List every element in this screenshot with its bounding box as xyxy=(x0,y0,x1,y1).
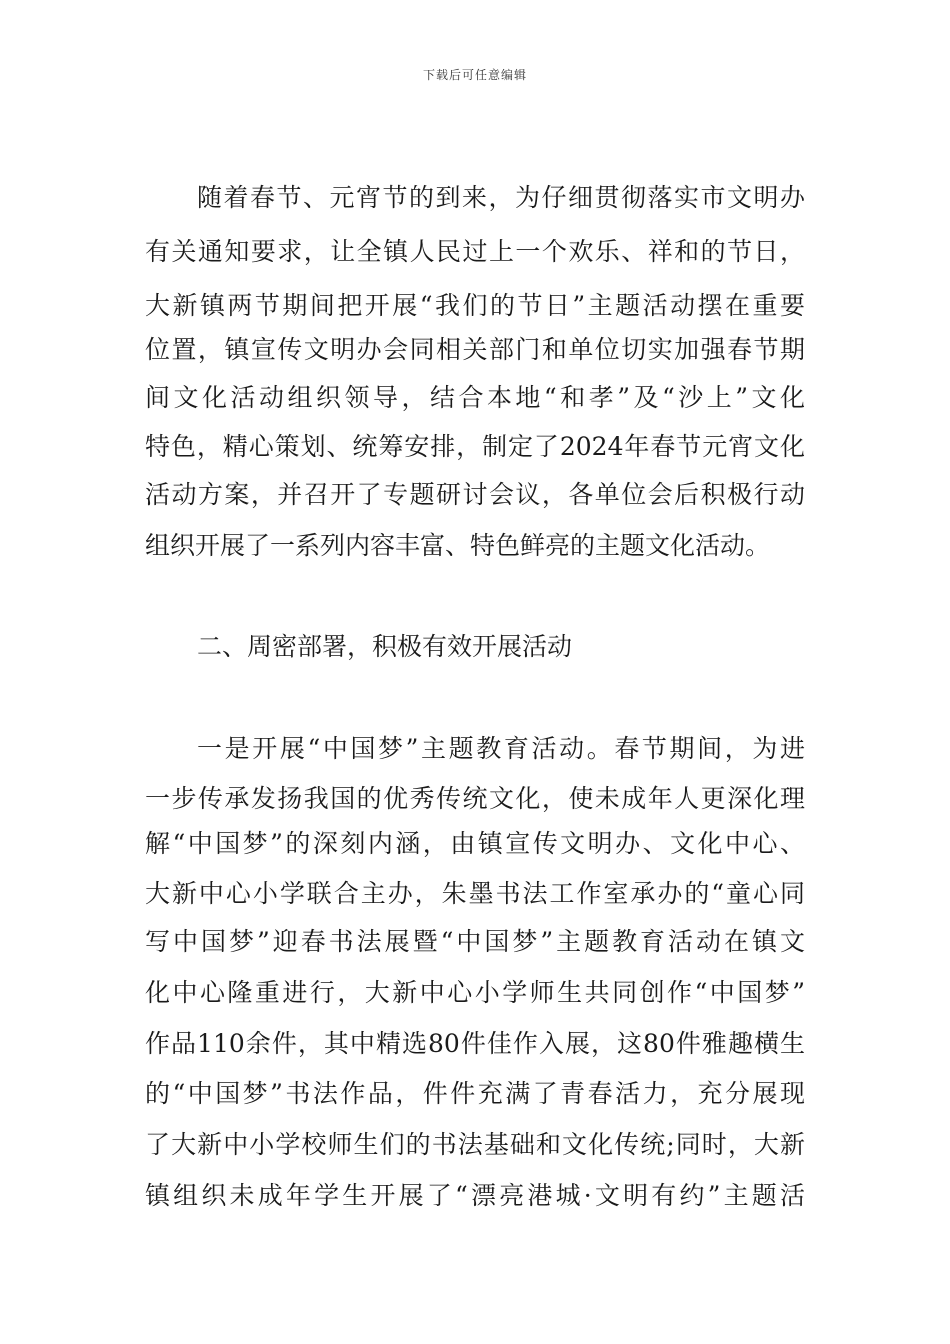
paragraph-line: 位置，镇宣传文明办会同相关部门和单位切实加强春节期 xyxy=(145,335,805,364)
paragraph-line: 一步传承发扬我国的优秀传统文化，使未成年人更深化理 xyxy=(145,784,805,813)
paragraph-line: 了大新中小学校师生们的书法基础和文化传统;同时，大新 xyxy=(145,1130,805,1159)
paragraph-line: 特色，精心策划、统筹安排，制定了2024年春节元宵文化 xyxy=(145,432,805,461)
paragraph-line: 的“中国梦”书法作品，件件充满了青春活力，充分展现 xyxy=(145,1079,805,1108)
paragraph-line: 写中国梦”迎春书法展暨“中国梦”主题教育活动在镇文 xyxy=(145,927,805,956)
paragraph-line: 化中心隆重进行，大新中心小学师生共同创作“中国梦” xyxy=(145,978,805,1007)
paragraph-line: 随着春节、元宵节的到来，为仔细贯彻落实市文明办 xyxy=(197,183,805,212)
section-heading: 二、周密部署，积极有效开展活动 xyxy=(197,632,573,661)
paragraph-line: 大新中心小学联合主办，朱墨书法工作室承办的“童心同 xyxy=(145,879,805,908)
paragraph-line: 间文化活动组织领导，结合本地“和孝”及“沙上”文化 xyxy=(145,383,805,412)
paragraph-line: 作品110余件，其中精选80件佳作入展，这80件雅趣横生 xyxy=(145,1029,805,1058)
paragraph-line: 大新镇两节期间把开展“我们的节日”主题活动摆在重要 xyxy=(145,291,805,320)
paragraph-line: 解“中国梦”的深刻内涵，由镇宣传文明办、文化中心、 xyxy=(145,829,805,858)
header-note: 下载后可任意编辑 xyxy=(422,68,527,82)
paragraph-line: 有关通知要求，让全镇人民过上一个欢乐、祥和的节日， xyxy=(145,237,805,266)
paragraph-line: 活动方案，并召开了专题研讨会议，各单位会后积极行动 xyxy=(145,480,805,509)
paragraph-line: 一是开展“中国梦”主题教育活动。春节期间，为进 xyxy=(197,734,805,763)
paragraph-line: 镇组织未成年学生开展了“漂亮港城·文明有约”主题活 xyxy=(145,1181,805,1210)
paragraph-line: 组织开展了一系列内容丰富、特色鲜亮的主题文化活动。 xyxy=(145,531,771,560)
